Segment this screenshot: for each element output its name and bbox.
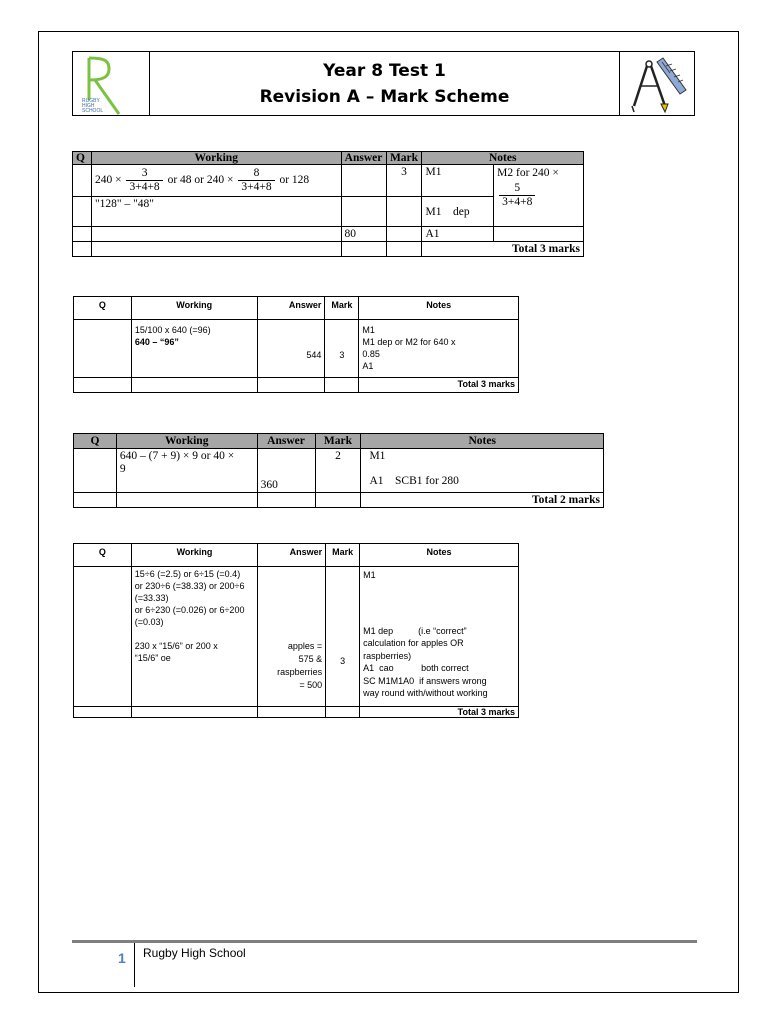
q-cell (74, 707, 132, 718)
table-row (74, 320, 519, 378)
q-cell (73, 227, 92, 242)
col-header-q: Q (73, 152, 92, 165)
document-header (72, 51, 695, 116)
notes-cell: A1 (422, 227, 494, 242)
working-line: 15/100 x 640 (=96) (134, 325, 211, 335)
col-header-mark: Mark (386, 152, 422, 165)
working-cell (116, 493, 257, 508)
notes-block: M1 dep (i.e “correct” calculation for apples OR raspberries) A1 cao both correct SC M1M1A0 if answers wrong way round with/without working (363, 625, 488, 698)
mark-cell (315, 493, 361, 508)
answer-cell (341, 165, 386, 197)
mark-cell (386, 242, 422, 257)
mark-cell (386, 197, 422, 227)
notes-line: M1 (363, 570, 376, 580)
working-cell (131, 707, 258, 718)
total-row (74, 707, 519, 718)
total-row (73, 242, 584, 257)
working-cell (131, 378, 257, 393)
total-row (74, 493, 604, 508)
col-header-notes: Notes (360, 544, 519, 567)
q-cell (73, 242, 92, 257)
answer-cell (257, 378, 325, 393)
mark-cell (386, 227, 422, 242)
total-marks: Total 3 marks (422, 242, 584, 257)
answer-cell (257, 493, 315, 508)
col-header-notes: Notes (422, 152, 584, 165)
table-header-row (73, 152, 584, 165)
footer-rule (72, 940, 697, 943)
working-cell (91, 242, 341, 257)
mark-cell: 3 (325, 320, 359, 378)
table-row (73, 165, 584, 197)
title-line-2: Revision A – Mark Scheme (259, 87, 510, 107)
col-header-notes: Notes (359, 297, 519, 320)
q-cell (73, 165, 92, 197)
col-header-q: Q (74, 297, 132, 320)
total-marks: Total 2 marks (361, 493, 604, 508)
working-cell (91, 227, 341, 242)
footer-separator (134, 943, 135, 987)
q-cell (74, 493, 117, 508)
col-header-mark: Mark (326, 544, 360, 567)
notes-alt-cell (494, 165, 584, 227)
col-header-mark: Mark (325, 297, 359, 320)
answer-cell (341, 242, 386, 257)
working-cell: "128" – "48" (91, 197, 341, 227)
q-cell (74, 567, 132, 707)
fraction (499, 182, 535, 209)
notes-cell: M1 (422, 165, 494, 197)
total-row (74, 378, 519, 393)
q-cell (74, 320, 132, 378)
table-row (73, 227, 584, 242)
answer-cell (341, 197, 386, 227)
mark-cell: 2 (315, 449, 361, 493)
title-line-1: Year 8 Test 1 (323, 61, 446, 81)
question-1-table (72, 151, 584, 257)
notes-cell (360, 567, 519, 707)
logo-text-school: SCHOOL (82, 108, 104, 114)
col-header-notes: Notes (361, 434, 604, 449)
answer-cell (258, 707, 326, 718)
working-cell: 15÷6 (=2.5) or 6÷15 (=0.4) or 230÷6 (=38.33) or 200÷6 (=33.33) or 6÷230 (=0.026) or 6÷200 (=0.03) 230 x “15/6” or 200 x “15/6” oe (131, 567, 258, 707)
notes-cell: M1 dep (422, 197, 494, 227)
answer-cell: apples = 575 & raspberries = 500 (258, 567, 326, 707)
q-cell (74, 449, 117, 493)
answer-cell: 80 (341, 227, 386, 242)
compass-and-ruler-icon (620, 52, 695, 115)
fraction-numerator: 5 (499, 182, 535, 196)
mark-cell: 3 (326, 567, 360, 707)
question-3-table (73, 433, 604, 508)
fraction-denominator: 3+4+8 (502, 196, 533, 208)
rugby-high-school-logo-icon (73, 52, 150, 115)
notes-alt-cell (494, 227, 584, 242)
col-header-working: Working (131, 297, 257, 320)
col-header-answer: Answer (258, 544, 326, 567)
mark-cell: 3 (386, 165, 422, 197)
logo-text-high: HIGH (82, 103, 95, 109)
col-header-working: Working (131, 544, 258, 567)
col-header-q: Q (74, 434, 117, 449)
logo-text-rugby: RUGBY (82, 98, 100, 104)
notes-cell (361, 449, 604, 493)
answer-cell: 544 (257, 320, 325, 378)
fraction-denominator: 3+4+8 (129, 181, 160, 193)
table-header-row (74, 297, 519, 320)
table-row (74, 567, 519, 707)
table-header-row (74, 434, 604, 449)
working-text: 240 × (94, 174, 122, 187)
total-marks: Total 3 marks (360, 707, 519, 718)
page-number: 1 (118, 950, 126, 966)
fraction (126, 167, 162, 194)
fraction (238, 167, 274, 194)
table-header-row (74, 544, 519, 567)
notes-line: A1 SCB1 for 280 (369, 475, 459, 487)
notes-alt-text: M2 for 240 × (497, 167, 559, 179)
col-header-working: Working (116, 434, 257, 449)
mark-cell (326, 707, 360, 718)
mark-cell (325, 378, 359, 393)
document-title (151, 58, 618, 110)
fraction-numerator: 8 (238, 167, 274, 181)
col-header-answer: Answer (257, 434, 315, 449)
school-logo (73, 52, 150, 115)
geometry-tools-cell (619, 52, 694, 115)
col-header-mark: Mark (315, 434, 361, 449)
question-2-table (73, 296, 519, 393)
working-cell (131, 320, 257, 378)
footer-school-name: Rugby High School (143, 946, 246, 960)
col-header-answer: Answer (341, 152, 386, 165)
table-row (74, 449, 604, 493)
fraction-numerator: 3 (126, 167, 162, 181)
answer-cell: 360 (257, 449, 315, 493)
working-text: or 128 (279, 174, 310, 187)
working-line: 640 – “96” (134, 337, 179, 347)
working-cell (91, 165, 341, 197)
col-header-working: Working (91, 152, 341, 165)
col-header-answer: Answer (257, 297, 325, 320)
q-cell (74, 378, 132, 393)
q-cell (73, 197, 92, 227)
working-text: or 48 or 240 × (167, 174, 234, 187)
working-cell: 640 – (7 + 9) × 9 or 40 × 9 (116, 449, 257, 493)
notes-line: M1 (369, 450, 386, 462)
col-header-q: Q (74, 544, 132, 567)
notes-cell: M1 M1 dep or M2 for 640 x 0.85 A1 (359, 320, 519, 378)
total-marks: Total 3 marks (359, 378, 519, 393)
question-4-table (73, 543, 519, 718)
fraction-denominator: 3+4+8 (241, 181, 272, 193)
